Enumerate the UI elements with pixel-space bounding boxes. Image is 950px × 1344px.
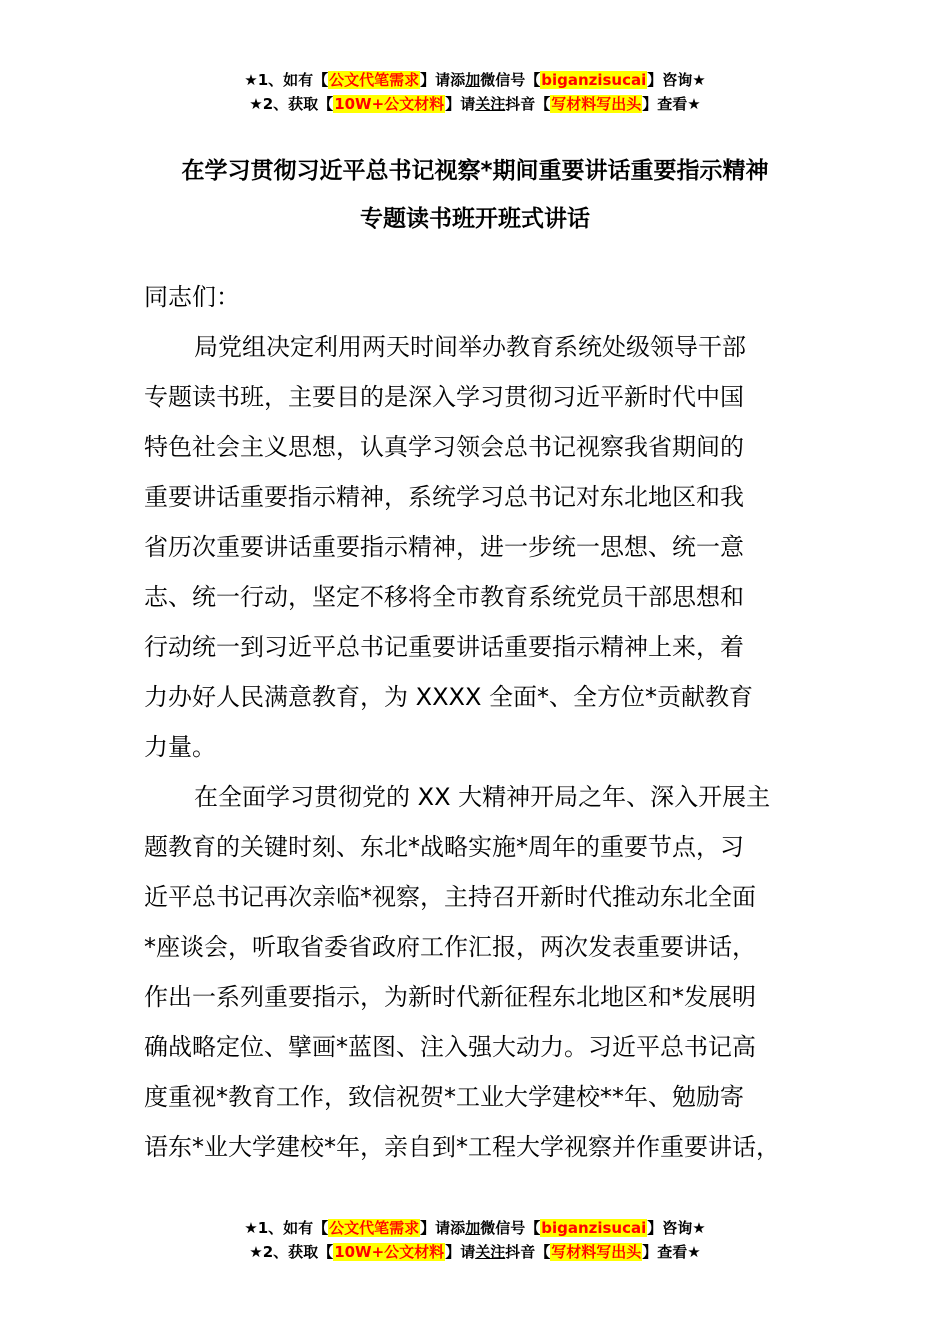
banner-highlight: biganzisucai	[541, 71, 647, 89]
banner-text: ★2、获取【	[249, 95, 334, 113]
banner-highlight: 10W+公文材料	[334, 1243, 445, 1261]
banner-underline: 加	[465, 71, 481, 89]
banner-text: 】咨询★	[647, 71, 706, 89]
banner-text: 微信号【	[480, 1219, 541, 1237]
banner-text: 】请	[445, 1243, 476, 1261]
body-line: 省历次重要讲话重要指示精神，进一步统一思想、统一意	[144, 533, 744, 561]
banner-text: ★1、如有【	[244, 1219, 329, 1237]
body-line: 志、统一行动，坚定不移将全市教育系统党员干部思想和	[144, 583, 744, 611]
banner-highlight: 公文代笔需求	[329, 71, 420, 89]
body-line: 语东*业大学建校*年，亲自到*工程大学视察并作重要讲话，	[144, 1133, 780, 1161]
top-banner	[0, 68, 950, 116]
document-title-line-1: 在学习贯彻习近平总书记视察*期间重要讲话重要指示精神	[181, 158, 769, 184]
body-line: 近平总书记再次亲临*视察，主持召开新时代推动东北全面	[144, 883, 756, 911]
banner-highlight: 10W+公文材料	[334, 95, 445, 113]
banner-highlight: 写材料写出头	[551, 95, 642, 113]
banner-line-2	[0, 92, 950, 116]
banner-text: 微信号【	[480, 71, 541, 89]
bottom-banner	[0, 1216, 950, 1264]
banner-underline: 关注	[475, 95, 506, 113]
body-line: 在全面学习贯彻党的 XX 大精神开局之年、深入开展主	[194, 783, 771, 811]
body-line: 专题读书班，主要目的是深入学习贯彻习近平新时代中国	[144, 383, 744, 411]
banner-highlight: biganzisucai	[541, 1219, 647, 1237]
banner-text: ★2、获取【	[249, 1243, 334, 1261]
body-line: 题教育的关键时刻、东北*战略实施*周年的重要节点，习	[144, 833, 744, 861]
banner-text: 】查看★	[642, 1243, 701, 1261]
banner-line-1	[0, 68, 950, 92]
banner-text: 】请	[445, 95, 476, 113]
body-line: 确战略定位、擘画*蓝图、注入强大动力。习近平总书记高	[144, 1033, 756, 1061]
body-line: *座谈会，听取省委省政府工作汇报，两次发表重要讲话，	[144, 933, 756, 961]
banner-line-1	[0, 1216, 950, 1240]
banner-underline: 关注	[475, 1243, 506, 1261]
banner-text: 】查看★	[642, 95, 701, 113]
body-line: 力量。	[144, 733, 216, 761]
banner-text: 】咨询★	[647, 1219, 706, 1237]
body-line: 行动统一到习近平总书记重要讲话重要指示精神上来，着	[144, 633, 744, 661]
body-line: 特色社会主义思想，认真学习领会总书记视察我省期间的	[144, 433, 744, 461]
salutation: 同志们：	[144, 283, 240, 311]
banner-text: 】请添	[420, 71, 466, 89]
body-line: 作出一系列重要指示，为新时代新征程东北地区和*发展明	[144, 983, 756, 1011]
document-body	[144, 272, 814, 1172]
body-line: 重要讲话重要指示精神，系统学习总书记对东北地区和我	[144, 483, 744, 511]
banner-highlight: 公文代笔需求	[329, 1219, 420, 1237]
banner-highlight: 写材料写出头	[551, 1243, 642, 1261]
banner-text: 抖音【	[505, 1243, 551, 1261]
body-line: 度重视*教育工作，致信祝贺*工业大学建校**年、勉励寄	[144, 1083, 744, 1111]
document-title-line-2: 专题读书班开班式讲话	[360, 206, 590, 232]
banner-text: ★1、如有【	[244, 71, 329, 89]
banner-text: 】请添	[420, 1219, 466, 1237]
banner-text: 抖音【	[505, 95, 551, 113]
body-line: 局党组决定利用两天时间举办教育系统处级领导干部	[194, 333, 746, 361]
banner-line-2	[0, 1240, 950, 1264]
banner-underline: 加	[465, 1219, 481, 1237]
body-line: 力办好人民满意教育，为 XXXX 全面*、全方位*贡献教育	[144, 683, 754, 711]
